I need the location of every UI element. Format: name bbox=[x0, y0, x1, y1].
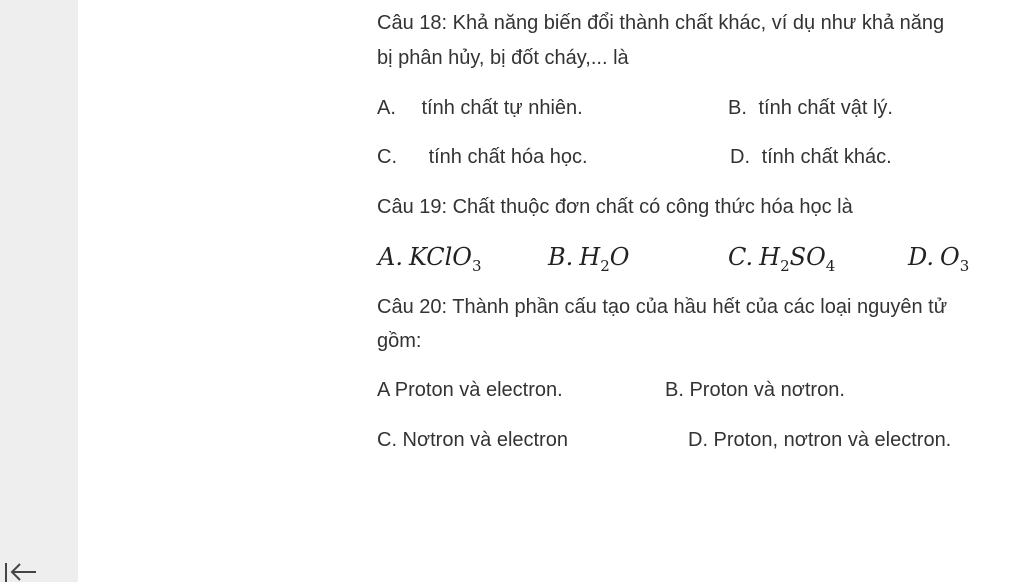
q20-text-line1: Câu 20: Thành phần cấu tạo của hầu hết của các loại nguyên tử bbox=[377, 296, 948, 318]
q19-text: Câu 19: Chất thuộc đơn chất có công thức hóa học là bbox=[377, 196, 853, 218]
q20-text-line2: gồm: bbox=[377, 330, 422, 352]
q18-option-d bbox=[730, 145, 892, 169]
q18-text-line2: bị phân hủy, bị đốt cháy,... là bbox=[377, 47, 629, 69]
q19-option-d-formula: $O_3$ bbox=[940, 243, 970, 275]
q18-option-c-label: C. bbox=[377, 146, 397, 168]
q18-option-b-label: B. bbox=[728, 97, 747, 119]
q18-option-c bbox=[377, 145, 588, 169]
q20-option-c: C. Nơtron và electron bbox=[377, 429, 568, 451]
q18-option-b-text: tính chất vật lý. bbox=[758, 97, 893, 119]
q18-option-c-text: tính chất hóa học. bbox=[428, 146, 588, 168]
q19-option-a-formula: KClO$_3$ bbox=[408, 243, 482, 275]
q20-option-b: B. Proton và nơtron. bbox=[665, 379, 845, 401]
q20-option-a: A Proton và electron. bbox=[377, 379, 563, 401]
q19-option-a bbox=[378, 242, 482, 275]
q18-option-b bbox=[728, 96, 893, 120]
q19-option-c-label: C. bbox=[728, 243, 754, 271]
q18-option-a-label: A. bbox=[377, 97, 396, 119]
q19-option-b-label: B. bbox=[548, 243, 574, 271]
q18-option-d-text: tính chất khác. bbox=[761, 146, 892, 168]
q19-option-b-formula: $H_2O$ bbox=[579, 243, 630, 275]
q19-option-c-formula: $H_2SO_4$ bbox=[759, 243, 836, 275]
q18-option-d-label: D. bbox=[730, 146, 750, 168]
q18-text-line1: Câu 18: Khả năng biến đổi thành chất khác, ví dụ như khả năng bbox=[377, 12, 945, 34]
q18-option-a-text: tính chất tự nhiên. bbox=[421, 97, 583, 119]
q19-option-d-label: D. bbox=[908, 243, 935, 271]
q19-option-d bbox=[908, 242, 970, 275]
q19-option-c bbox=[728, 242, 836, 275]
q19-option-a-label: A. bbox=[378, 243, 403, 271]
q19-option-b bbox=[548, 242, 630, 275]
q18-option-a bbox=[377, 96, 583, 120]
q20-option-d: D. Proton, nơtron và electron. bbox=[688, 429, 952, 451]
